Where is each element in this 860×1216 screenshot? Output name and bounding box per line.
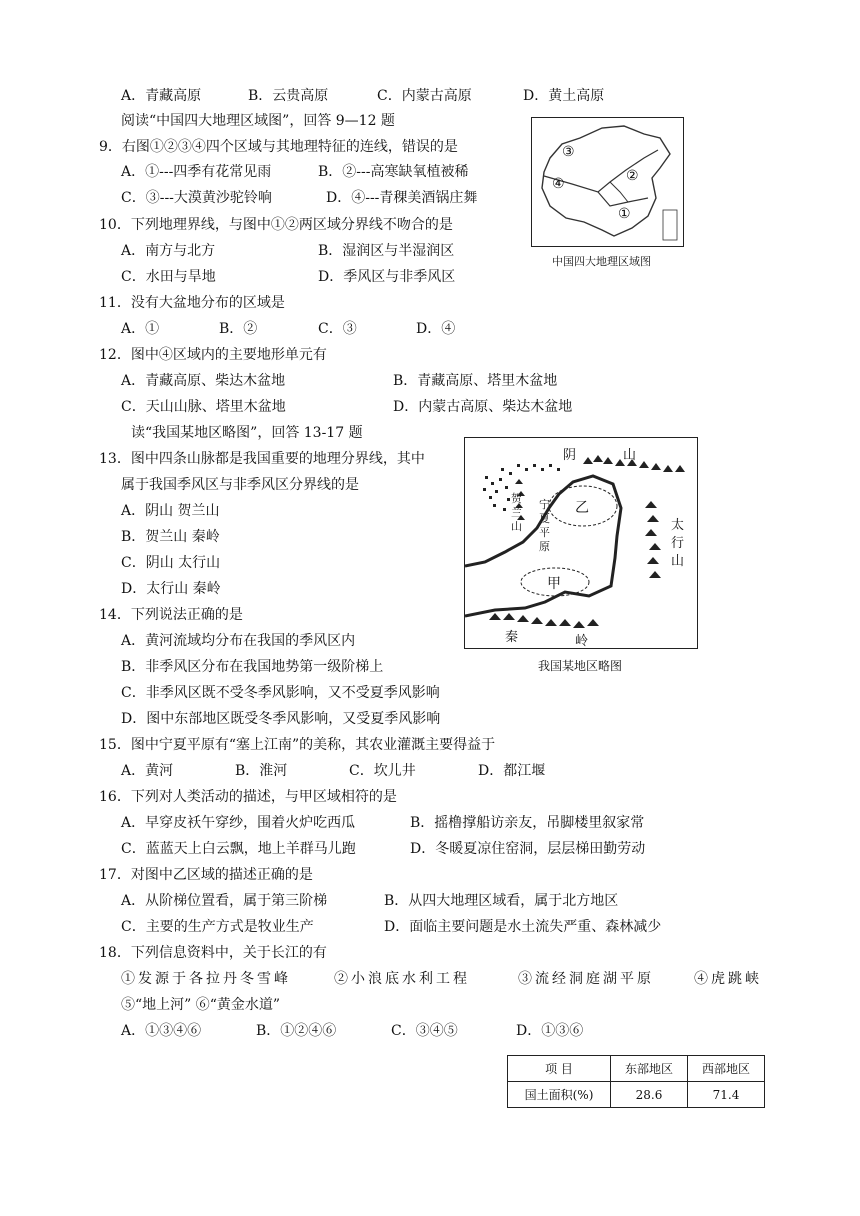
q18-option-d: D．①③⑥ (516, 1023, 584, 1039)
q11-stem: 11．没有大盆地分布的区域是 (99, 295, 285, 311)
q16-option-c: C．蓝蓝天上白云飘，地上羊群马儿跑 (121, 841, 356, 857)
map1-caption: 中国四大地理区域图 (552, 255, 651, 268)
yinshan-label-2: 山 (623, 448, 637, 463)
q9-option-d: D．④---青稞美酒锅庄舞 (326, 190, 478, 206)
q15-stem: 15．图中宁夏平原有“塞上江南”的美称，其农业灌溉主要得益于 (99, 737, 496, 753)
q11-option-d: D．④ (416, 321, 456, 337)
q18-items-line2: ⑤“地上河” ⑥“黄金水道” (121, 997, 281, 1013)
region-4-label: ④ (552, 176, 565, 192)
region-3-label: ③ (562, 144, 575, 160)
helan-label-3: 山 (511, 520, 522, 533)
q11-option-b: B．② (219, 321, 258, 337)
intro-9-12: 阅读“中国四大地理区域图”，回答 9—12 题 (121, 113, 395, 129)
q18-option-b: B．①②④⑥ (256, 1023, 337, 1039)
q13-option-c: C．阴山 太行山 (121, 555, 221, 571)
ningxia-label-3: 平 (539, 526, 550, 539)
region-yi-label: 乙 (575, 500, 589, 516)
q18-item-4: ④虎跳峡 (694, 971, 762, 987)
qinling-label-2: 岭 (575, 634, 589, 649)
q14-option-d: D．图中东部地区既受冬季风影响，又受夏季风影响 (121, 711, 441, 727)
q10-option-b: B．湿润区与半湿润区 (318, 243, 455, 259)
q18-option-c: C．③④⑤ (391, 1023, 458, 1039)
taihang-label-2: 行 (671, 536, 685, 551)
helan-label-1: 贺 (511, 492, 522, 505)
table-header-cell: 项 目 (508, 1056, 611, 1082)
taihang-label-1: 太 (671, 518, 685, 533)
q13-option-b: B．贺兰山 秦岭 (121, 529, 220, 545)
q12-stem: 12．图中④区域内的主要地形单元有 (99, 347, 327, 363)
q9-option-b: B．②---高寒缺氧植被稀 (318, 164, 469, 180)
q16-stem: 16．下列对人类活动的描述，与甲区域相符的是 (99, 789, 397, 805)
q18-item-1: ①发源于各拉丹冬雪峰 (121, 971, 291, 987)
regional-map-drawing (465, 438, 697, 648)
table-header-row (508, 1056, 765, 1082)
region-1-label: ① (618, 206, 631, 222)
table-row (508, 1082, 765, 1108)
ningxia-label-1: 宁 (539, 498, 550, 511)
q9-option-c: C．③---大漠黄沙驼铃响 (121, 190, 272, 206)
qinling-label-1: 秦 (505, 630, 519, 645)
q11-option-a: A．① (121, 321, 160, 337)
q16-option-a: A．早穿皮袄午穿纱，围着火炉吃西瓜 (121, 815, 356, 831)
q8-option-a: A．青藏高原 (121, 88, 202, 104)
q8-option-d: D．黄土高原 (523, 88, 605, 104)
q9-option-a: A．①---四季有花常见雨 (121, 164, 272, 180)
q10-option-a: A．南方与北方 (121, 243, 216, 259)
map2-caption: 我国某地区略图 (538, 659, 623, 673)
q8-option-b: B．云贵高原 (248, 88, 329, 104)
q12-option-d: D．内蒙古高原、柴达木盆地 (393, 399, 573, 415)
q17-stem: 17．对图中乙区域的描述正确的是 (99, 867, 313, 883)
q17-option-a: A．从阶梯位置看，属于第三阶梯 (121, 893, 328, 909)
q15-option-a: A．黄河 (121, 763, 174, 779)
q13-option-d: D．太行山 秦岭 (121, 581, 221, 597)
regional-sketch-map (464, 437, 698, 649)
ningxia-label-2: 夏 (539, 512, 550, 525)
q18-stem: 18．下列信息资料中，关于长江的有 (99, 945, 327, 961)
q14-option-b: B．非季风区分布在我国地势第一级阶梯上 (121, 659, 384, 675)
yinshan-label-1: 阴 (563, 448, 577, 463)
table-cell: 28.6 (611, 1082, 688, 1108)
q16-option-b: B．摇橹撑船访亲友，吊脚楼里叙家常 (410, 815, 645, 831)
q16-option-d: D．冬暖夏凉住窑洞，层层梯田勤劳动 (410, 841, 646, 857)
table-header-cell: 西部地区 (688, 1056, 765, 1082)
q18-item-3: ③流经洞庭湖平原 (518, 971, 654, 987)
china-four-regions-map (531, 117, 684, 247)
region-2-label: ② (626, 168, 639, 184)
q13-stem-line1: 13．图中四条山脉都是我国重要的地理分界线，其中 (99, 451, 425, 467)
table-cell: 71.4 (688, 1082, 765, 1108)
intro-13-17: 读“我国某地区略图”，回答 13-17 题 (131, 425, 363, 441)
q15-option-c: C．坎儿井 (349, 763, 416, 779)
q10-option-d: D．季风区与非季风区 (318, 269, 456, 285)
q14-option-a: A．黄河流域均分布在我国的季风区内 (121, 633, 356, 649)
q13-stem-line2: 属于我国季风区与非季风区分界线的是 (121, 477, 359, 493)
q17-option-d: D．面临主要问题是水土流失严重、森林减少 (384, 919, 662, 935)
q17-option-c: C．主要的生产方式是牧业生产 (121, 919, 314, 935)
q13-option-a: A．阴山 贺兰山 (121, 503, 220, 519)
q15-option-d: D．都江堰 (478, 763, 546, 779)
q14-option-c: C．非季风区既不受冬季风影响，又不受夏季风影响 (121, 685, 440, 701)
taihang-label-3: 山 (671, 554, 685, 569)
q17-option-b: B．从四大地理区域看，属于北方地区 (384, 893, 619, 909)
region-jia-label: 甲 (547, 576, 561, 592)
q12-option-b: B．青藏高原、塔里木盆地 (393, 373, 558, 389)
q10-stem: 10．下列地理界线，与图中①②两区域分界线不吻合的是 (99, 217, 453, 233)
q12-option-c: C．天山山脉、塔里木盆地 (121, 399, 286, 415)
table-cell: 国土面积(%) (508, 1082, 611, 1108)
q15-option-b: B．淮河 (235, 763, 288, 779)
table-header-cell: 东部地区 (611, 1056, 688, 1082)
helan-label-2: 兰 (511, 506, 522, 519)
q11-option-c: C．③ (318, 321, 357, 337)
q14-stem: 14．下列说法正确的是 (99, 607, 243, 623)
q18-option-a: A．①③④⑥ (121, 1023, 202, 1039)
q10-option-c: C．水田与旱地 (121, 269, 216, 285)
ningxia-label-4: 原 (539, 540, 550, 553)
land-area-table (507, 1055, 765, 1108)
q9-stem: 9．右图①②③④四个区域与其地理特征的连线，错误的是 (99, 139, 458, 155)
q8-option-c: C．内蒙古高原 (377, 88, 472, 104)
q12-option-a: A．青藏高原、柴达木盆地 (121, 373, 286, 389)
q18-item-2: ②小浪底水利工程 (334, 971, 470, 987)
